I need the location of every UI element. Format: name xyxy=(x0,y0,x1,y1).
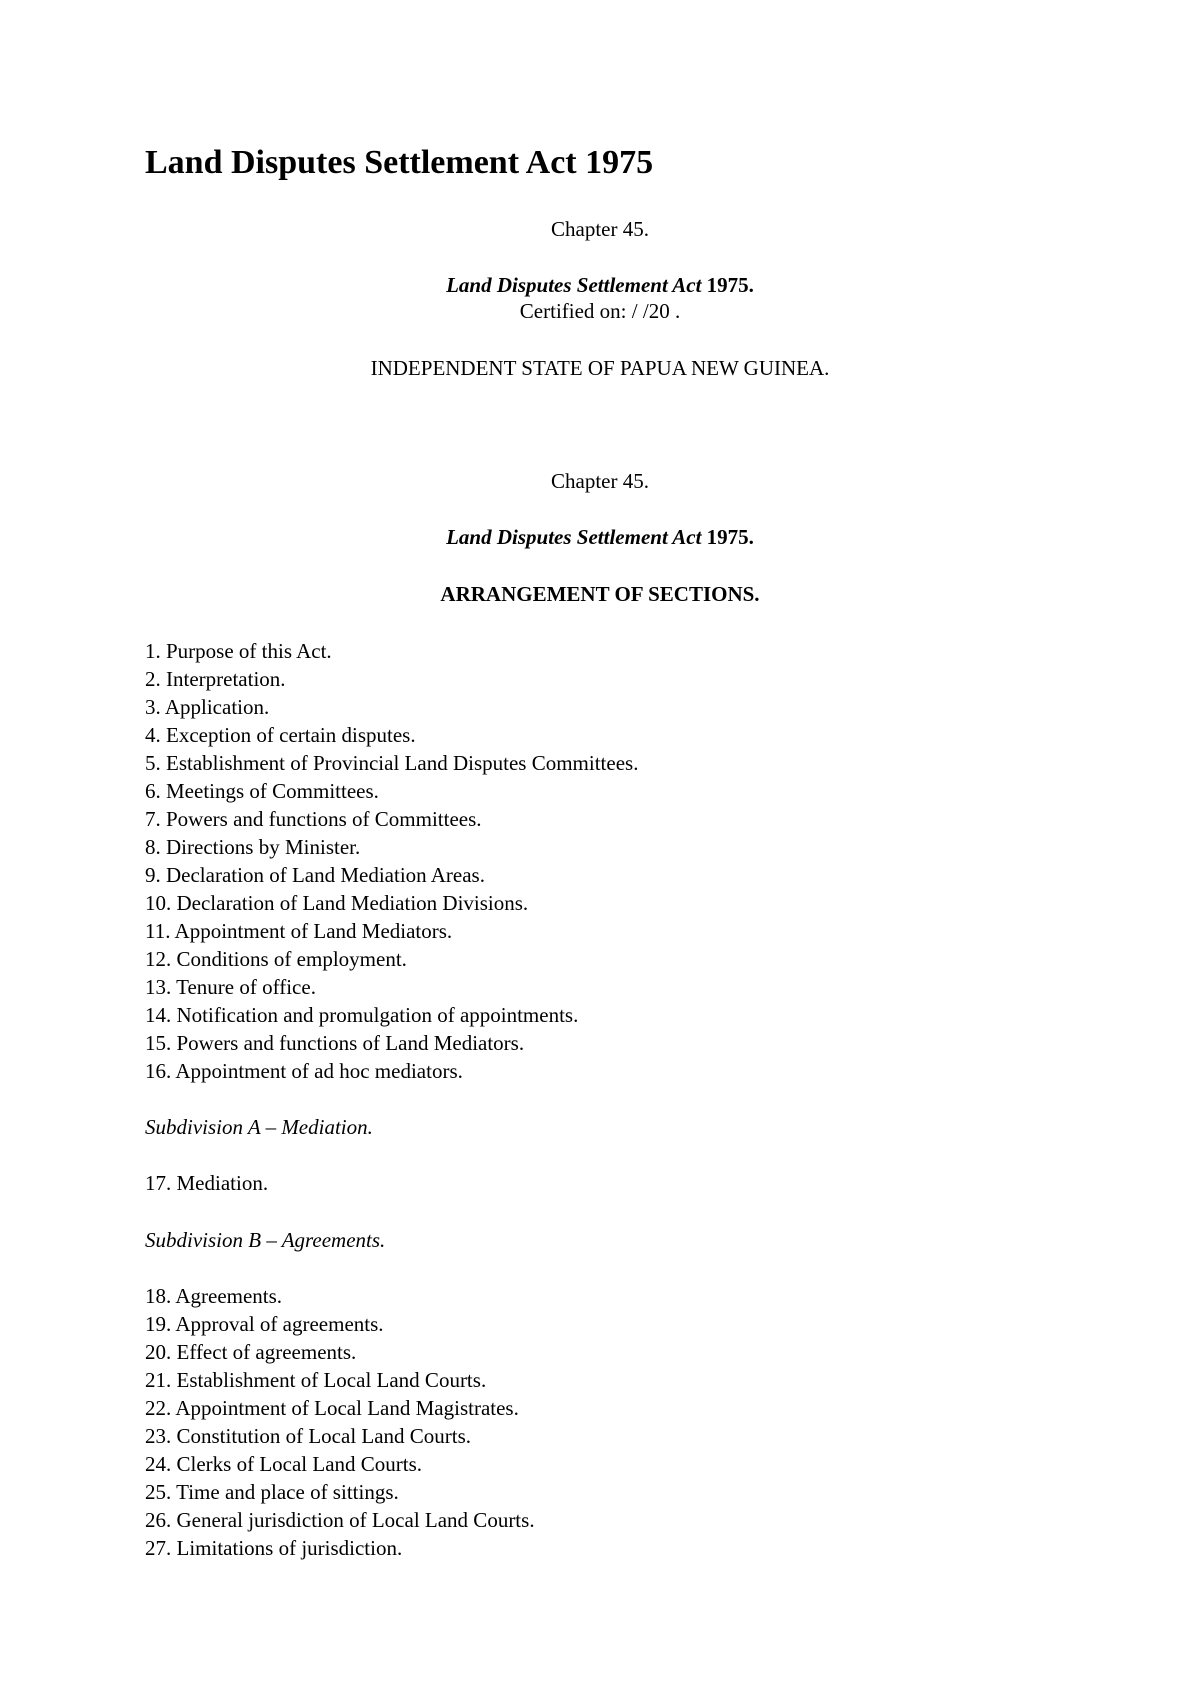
cover-act-name: Land Disputes Settlement Act xyxy=(446,273,702,297)
cover-act-title xyxy=(0,272,1200,298)
section-item: 19. Approval of agreements. xyxy=(145,1312,384,1336)
section-item: 1. Purpose of this Act. xyxy=(145,639,332,663)
document-title: Land Disputes Settlement Act 1975 xyxy=(145,144,654,181)
section-item: 20. Effect of agreements. xyxy=(145,1340,357,1364)
section-item: 21. Establishment of Local Land Courts. xyxy=(145,1368,487,1392)
state-name: INDEPENDENT STATE OF PAPUA NEW GUINEA. xyxy=(370,356,830,380)
section-item: 9. Declaration of Land Mediation Areas. xyxy=(145,863,485,887)
sections-list-part2 xyxy=(145,1169,268,1197)
section-item: 7. Powers and functions of Committees. xyxy=(145,807,482,831)
section-item: 12. Conditions of employment. xyxy=(145,947,407,971)
section-item: 13. Tenure of office. xyxy=(145,975,316,999)
section-item: 3. Application. xyxy=(145,695,270,719)
arrangement-act-year: 1975. xyxy=(701,525,754,549)
cover-chapter: Chapter 45. xyxy=(551,217,649,241)
sections-list-part3 xyxy=(145,1282,535,1562)
section-item: 23. Constitution of Local Land Courts. xyxy=(145,1424,472,1448)
subdivision-b-heading: Subdivision B – Agreements. xyxy=(145,1228,386,1252)
subdivision-a-heading: Subdivision A – Mediation. xyxy=(145,1115,373,1139)
section-item: 4. Exception of certain disputes. xyxy=(145,723,416,747)
section-item: 6. Meetings of Committees. xyxy=(145,779,379,803)
section-item: 17. Mediation. xyxy=(145,1171,269,1195)
section-item: 22. Appointment of Local Land Magistrates. xyxy=(145,1396,519,1420)
section-item: 27. Limitations of jurisdiction. xyxy=(145,1536,403,1560)
certified-date: Certified on: / /20 . xyxy=(519,299,681,323)
section-item: 10. Declaration of Land Mediation Divisions. xyxy=(145,891,529,915)
arrangement-chapter: Chapter 45. xyxy=(551,469,649,493)
cover-act-year: 1975. xyxy=(701,273,754,297)
section-item: 16. Appointment of ad hoc mediators. xyxy=(145,1059,463,1083)
section-item: 8. Directions by Minister. xyxy=(145,835,361,859)
section-item: 14. Notification and promulgation of appointments. xyxy=(145,1003,579,1027)
section-item: 24. Clerks of Local Land Courts. xyxy=(145,1452,423,1476)
section-item: 18. Agreements. xyxy=(145,1284,283,1308)
arrangement-heading: ARRANGEMENT OF SECTIONS. xyxy=(440,582,760,606)
section-item: 25. Time and place of sittings. xyxy=(145,1480,399,1504)
section-item: 11. Appointment of Land Mediators. xyxy=(145,919,453,943)
arrangement-act-title xyxy=(0,524,1200,550)
section-item: 5. Establishment of Provincial Land Disputes Committees. xyxy=(145,751,639,775)
section-item: 15. Powers and functions of Land Mediators. xyxy=(145,1031,525,1055)
section-item: 2. Interpretation. xyxy=(145,667,286,691)
section-item: 26. General jurisdiction of Local Land Courts. xyxy=(145,1508,535,1532)
sections-list-part1 xyxy=(145,637,638,1085)
arrangement-act-name: Land Disputes Settlement Act xyxy=(446,525,702,549)
